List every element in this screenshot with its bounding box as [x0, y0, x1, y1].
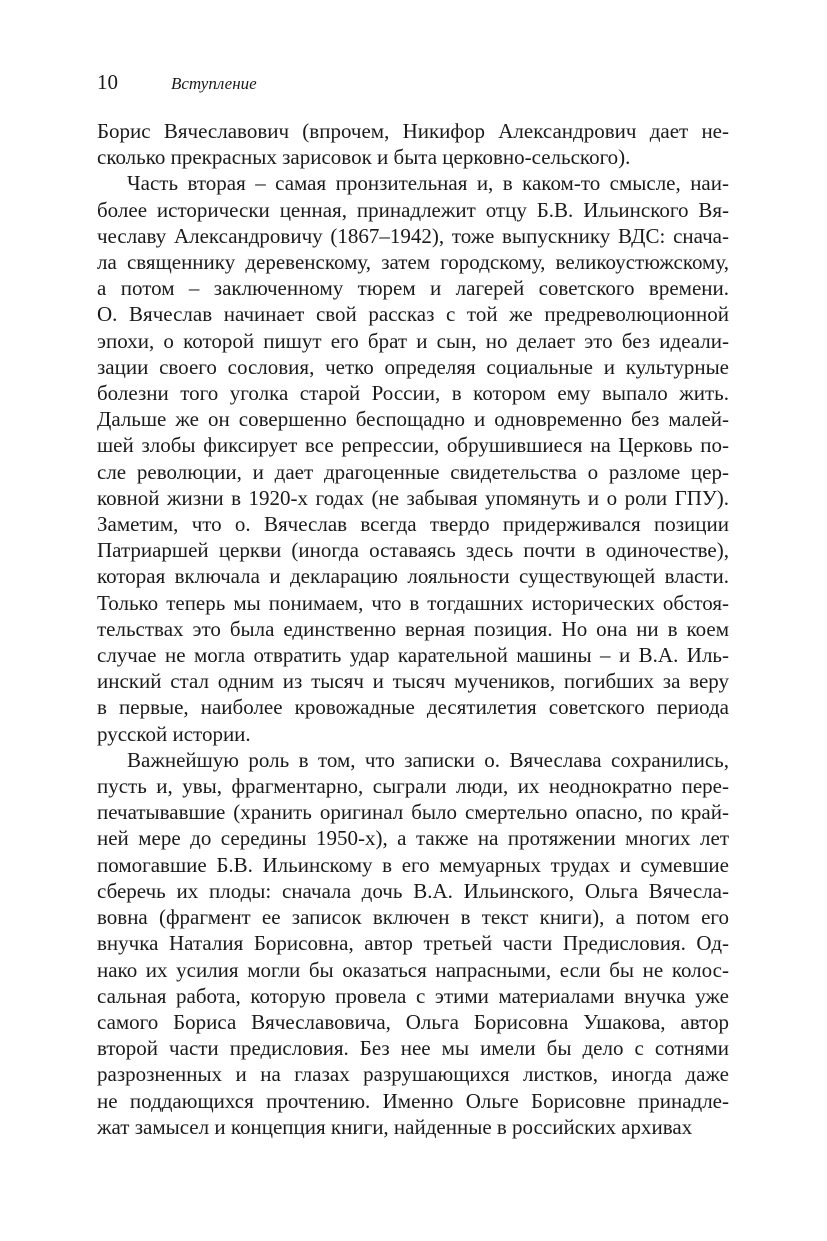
- text-line: инский стал одним из тысяч и тысяч мучеников, погибших за веру: [97, 669, 729, 694]
- paragraph: [97, 118, 729, 170]
- text-line: русской истории.: [97, 721, 251, 746]
- text-line: нако их усилия могли бы оказаться напрасными, если бы не колос-: [97, 957, 729, 982]
- text-line: Борис Вячеславович (впрочем, Никифор Александрович дает не-: [97, 119, 729, 143]
- text-line: которая включала и декларацию лояльности существующей власти.: [97, 564, 729, 589]
- text-line: Дальше же он совершенно беспощадно и одновременно без малей-: [97, 407, 729, 432]
- text-line: сальная работа, которую провела с этими материалами внучка уже: [97, 983, 729, 1008]
- body-text: [97, 118, 729, 1140]
- text-line: пусть и, увы, фрагментарно, сыграли люди, их неоднократно пере-: [97, 774, 729, 799]
- text-line: помогавшие Б.В. Ильинскому в его мемуарных трудах и сумевшие: [97, 852, 729, 877]
- text-line: болезни того уголка старой России, в котором ему выпало жить.: [97, 381, 729, 406]
- text-line: внучка Наталия Борисовна, автор третьей части Предисловия. Од-: [97, 931, 729, 956]
- text-line: Только теперь мы понимаем, что в тогдашних исторических обстоя-: [97, 590, 729, 615]
- text-line: тельствах это была единственно верная позиция. Но она ни в коем: [97, 616, 729, 641]
- text-line: Важнейшую роль в том, что записки о. Вячеслава сохранились,: [127, 747, 729, 772]
- text-line: Часть вторая – самая пронзительная и, в каком-то смысле, наи-: [127, 171, 729, 196]
- text-line: сле революции, и дает драгоценные свидетельства о разломе цер-: [97, 459, 729, 484]
- text-line: сколько прекрасных зарисовок и быта церковно-сельского).: [97, 145, 631, 170]
- text-line: Заметим, что о. Вячеслав всегда твердо придерживался позиции: [97, 512, 729, 537]
- text-line: случае не могла отвратить удар карательной машины – и В.А. Иль-: [97, 643, 729, 668]
- text-line: жат замысел и концепция книги, найденные в российских архивах: [97, 1114, 693, 1139]
- text-line: ней мере до середины 1950-х), а также на протяжении многих лет: [97, 826, 729, 851]
- text-line: печатывавшие (хранить оригинал было смертельно опасно, по край-: [97, 800, 729, 825]
- page-number: 10: [97, 70, 118, 94]
- text-line: в первые, наиболее кровожадные десятилетия советского периода: [97, 695, 729, 720]
- text-line: не поддающихся прочтению. Именно Ольге Борисовне принадле-: [97, 1088, 729, 1113]
- paragraph: [97, 170, 729, 746]
- text-line: сберечь их плоды: сначала дочь В.А. Ильинского, Ольга Вячесла-: [97, 878, 729, 903]
- text-line: зации своего сословия, четко определяя социальные и культурные: [97, 354, 729, 379]
- text-line: О. Вячеслав начинает свой рассказ с той же предреволюционной: [97, 302, 729, 327]
- text-line: самого Бориса Вячеславовича, Ольга Борисовна Ушакова, автор: [97, 1009, 729, 1034]
- text-line: чеславу Александровичу (1867–1942), тоже выпускнику ВДС: снача-: [97, 223, 729, 248]
- running-title: Вступление: [171, 74, 257, 93]
- text-line: более исторически ценная, принадлежит отцу Б.В. Ильинского Вя-: [97, 197, 729, 222]
- text-line: шей злобы фиксирует все репрессии, обрушившиеся на Церковь по-: [97, 433, 729, 458]
- paragraph: [97, 747, 729, 1140]
- page-header: [97, 70, 257, 96]
- text-line: Патриаршей церкви (иногда оставаясь здесь почти в одиночестве),: [97, 538, 729, 563]
- text-line: а потом – заключенному тюрем и лагерей советского времени.: [97, 276, 729, 301]
- text-line: эпохи, о которой пишут его брат и сын, но делает это без идеали-: [97, 328, 729, 353]
- text-line: разрозненных и на глазах разрушающихся листков, иногда даже: [97, 1062, 729, 1087]
- text-line: ковной жизни в 1920-х годах (не забывая упомянуть и о роли ГПУ).: [97, 485, 729, 510]
- text-line: ла священнику деревенскому, затем городскому, великоустюжскому,: [97, 250, 729, 275]
- text-line: второй части предисловия. Без нее мы имели бы дело с сотнями: [97, 1036, 729, 1061]
- text-line: вовна (фрагмент ее записок включен в текст книги), а потом его: [97, 905, 729, 930]
